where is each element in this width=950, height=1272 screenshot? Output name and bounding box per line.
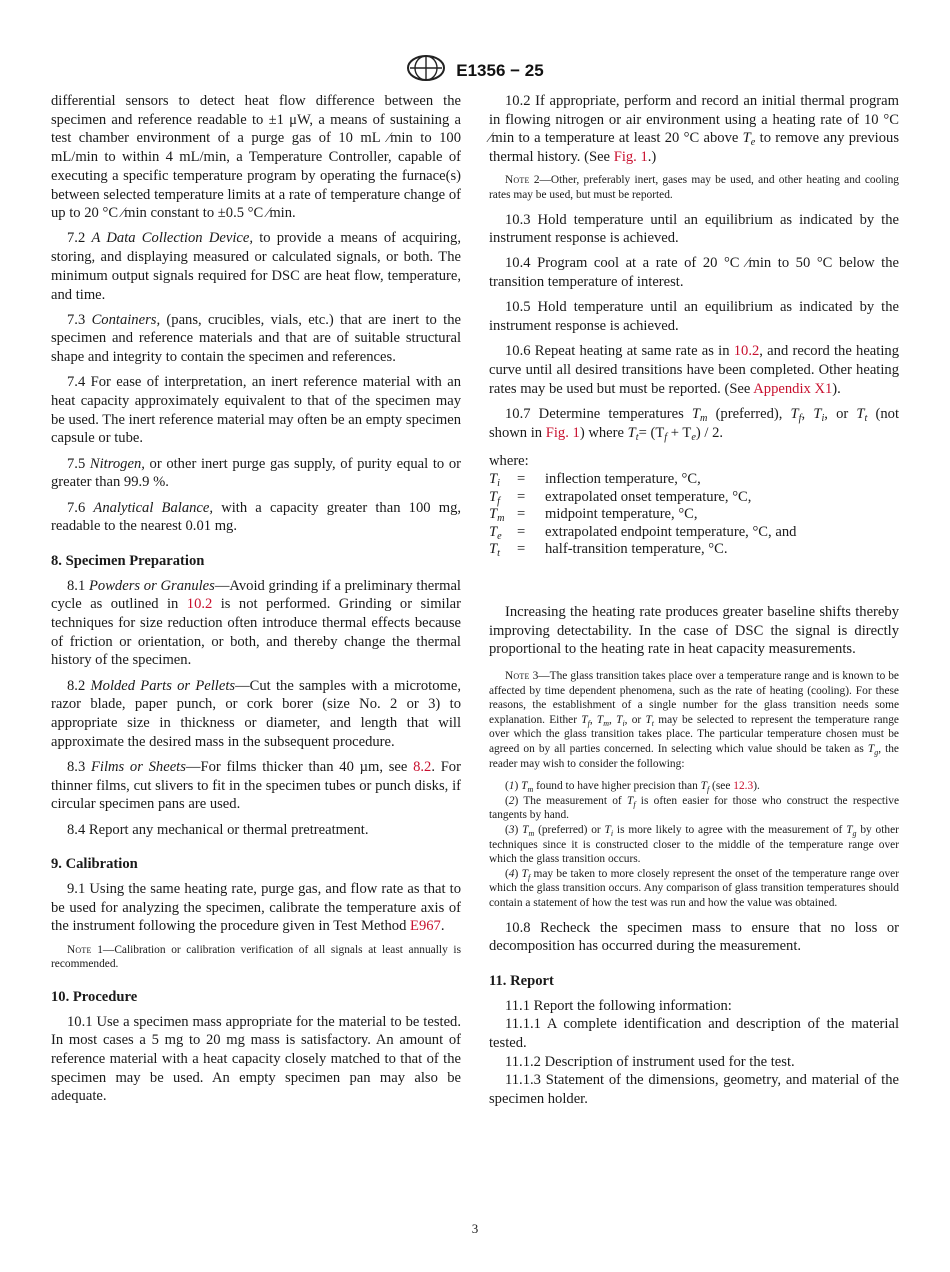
astm-logo-icon (406, 54, 446, 87)
definition-row: $T_f$ = extrapolated onset temperature, °C, (489, 488, 752, 507)
paragraph-10-2: 10.2 If appropriate, perform and record an initial thermal program in flowing nitrogen or air environment using a heating rate of 10 °C ⁄min to a temperature at least 20 °C above $T_e$ to remove any previous thermal history. (See Fig. 1.) (489, 93, 900, 166)
note-3-item-2: (2) The measurement of $T_f$ is often easier for those who construct the respective tangents by hand. (489, 794, 900, 822)
paragraph-10-6: 10.6 Repeat heating at same rate as in 10.2, and record the heating curve until all desired transitions have been completed. Other heating rates may be used but must be reported. (See Appendix X1). (489, 343, 899, 397)
section-9-heading: 9. Calibration (51, 856, 138, 873)
paragraph-heating-rate: Increasing the heating rate produces greater baseline shifts thereby improving detectability. In the case of DSC the signal is directly proportional to the heating rate in heat capacity measurements. (489, 603, 899, 658)
page-number: 3 (471, 1221, 479, 1236)
paragraph-11-1-3: 11.1.3 Statement of the dimensions, geometry, and material of the specimen holder. (489, 1072, 899, 1108)
paragraph-10-3: 10.3 Hold temperature until an equilibrium as indicated by the instrument response is achieved. (489, 211, 899, 247)
where-label: where: (489, 453, 529, 470)
section-11-heading: 11. Report (489, 972, 554, 989)
definition-row: $T_t$ = half-transition temperature, °C. (489, 541, 728, 560)
paragraph-7-2: 7.2 A Data Collection Device, to provide a means of acquiring, storing, and displaying measured or calculated signals, or both. The minimum output signals required for DSC are heat flow, temperature, and time. (51, 230, 461, 303)
note-3-item-3: (3) $T_m$ (preferred) or $T_i$ is more likely to agree with the measurement of $T_g$ by other techniques since it is constructed closer to the middle of the temperature range over which the glass transition occurs. (489, 823, 899, 866)
document-designation: E1356 − 25 (456, 60, 544, 80)
page-header (0, 54, 950, 87)
paragraph-10-5: 10.5 Hold temperature until an equilibrium as indicated by the instrument response is achieved. (489, 299, 899, 335)
link-fig-1[interactable]: Fig. 1 (545, 424, 580, 441)
note-3: Note 3—The glass transition takes place over a temperature range and is known to be affected by time dependent phenomena, such as the rate of heating (cooling). For these reasons, the establishment of a single number for the glass transition needs some explanation. Either $T_f$, $T_m$, $T_i$, or $T_t$ may be selected to represent the temperature range over which the glass transition takes place. The particular temperature chosen must be agreed on by all parties concerned. In selecting which value should be taken as $T_g$, the reader may wish to consider the following: (489, 670, 899, 770)
link-12-3[interactable]: 12.3 (733, 780, 754, 793)
link-8-2[interactable]: 8.2 (413, 759, 432, 775)
paragraph-11-1-2: 11.1.2 Description of instrument used for the test. (505, 1053, 795, 1070)
paragraph-9-1: 9.1 Using the same heating rate, purge gas, and flow rate as that to be used for analyzing the specimen, calibrate the temperature axis of the instrument following the procedure given in Test Method E967. (51, 881, 461, 935)
paragraph-11-1: 11.1 Report the following information: (505, 997, 732, 1014)
paragraph-7-3: 7.3 Containers, (pans, crucibles, vials, etc.) that are inert to the specimen and reference materials and that are of suitable structural shape and integrity to contain the specimen and references. (51, 311, 461, 366)
paragraph-11-1-1: 11.1.1 A complete identification and description of the material tested. (489, 1016, 899, 1052)
paragraph-7-4: 7.4 For ease of interpretation, an inert reference material with an heat capacity approximately equivalent to that of the specimen may be used. The inert reference material may often be an empty specimen capsule or tube. (51, 374, 461, 447)
link-e967[interactable]: E967 (410, 918, 441, 935)
definition-row: $T_m$ = midpoint temperature, °C, (489, 506, 698, 525)
paragraph-8-4: 8.4 Report any mechanical or thermal pretreatment. (67, 821, 369, 838)
note-1: Note 1—Calibration or calibration verification of all signals at least annually is recommended. (51, 943, 461, 971)
link-10-2[interactable]: 10.2 (186, 596, 213, 613)
note-2: Note 2—Other, preferably inert, gases may be used, and other heating and cooling rates may be used, but must be reported. (489, 174, 899, 201)
section-10-heading: 10. Procedure (51, 988, 138, 1005)
paragraph-10-8: 10.8 Recheck the specimen mass to ensure that no loss or decomposition has occurred during the measurement. (489, 919, 899, 955)
paragraph-10-1: 10.1 Use a specimen mass appropriate for the material to be tested. In most cases a 5 mg to 20 mg mass is satisfactory. An amount of reference material with a heat capacity closely matched to that of the specimen may be used. An empty specimen pan may also be adequate. (51, 1013, 461, 1105)
definition-row: $T_i$ = inflection temperature, °C, (489, 470, 701, 489)
link-appendix-x1[interactable]: Appendix X1 (753, 380, 833, 397)
paragraph-10-7: 10.7 Determine temperatures $T_m$ (preferred), $T_f$, $T_i$, or $T_t$ (not shown in Fig. 1) where $T_t= (T_f + T_e) / 2$. (489, 405, 899, 443)
symbol-definitions (489, 471, 796, 559)
paragraph-8-2: 8.2 Molded Parts or Pellets—Cut the samples with a microtome, razor blade, paper punch, or cork borer (size No. 2 or 3) to appropriate size in thickness or diameter, and length that will approximate the desired mass in the subsequent procedure. (51, 677, 462, 750)
definition-row: $T_e$ = extrapolated endpoint temperature, °C, and (489, 523, 797, 542)
paragraph-7-6: 7.6 Analytical Balance, with a capacity greater than 100 mg, readable to the nearest 0.01 mg. (51, 499, 462, 535)
paragraph-7-1-continued: differential sensors to detect heat flow difference between the specimen and reference readable to ±1 μW, a means of sustaining a test chamber environment of a purge gas of 10 mL ⁄min to 100 mL/min to within 4 mL/min, a Temperature Controller, capable of executing a specific temperature program by operating the furnace(s) between selected temperature limits at a rate of temperature change of up to 20 °C ⁄min constant to ±0.5 °C ⁄min. (51, 93, 461, 222)
right-column (489, 92, 899, 1109)
paragraph-7-5: 7.5 Nitrogen, or other inert purge gas supply, of purity equal to or greater than 99.9 %. (51, 455, 461, 491)
paragraph-8-3: 8.3 Films or Sheets—For films thicker than 40 µm, see 8.2. For thinner films, cut slivers to fit in the specimen tubes or punch disks, if circular specimen pans are used. (51, 759, 461, 813)
paragraph-8-1: 8.1 Powders or Granules—Avoid grinding if a preliminary thermal cycle as outlined in 10.2 is not performed. Grinding or similar techniques for size reduction often introduce thermal effects because of friction or orientation, or both, and thereby change the thermal history of the specimen. (51, 577, 461, 669)
link-10-2[interactable]: 10.2 (733, 343, 760, 360)
paragraph-10-4: 10.4 Program cool at a rate of 20 °C ⁄min to 50 °C below the transition temperature of interest. (489, 255, 899, 291)
section-8-heading: 8. Specimen Preparation (51, 552, 205, 569)
note-3-item-4: (4) $T_f$ may be taken to more closely represent the onset of the temperature range over which the glass transition occurs. Any comparison of glass transition temperatures should contain a statement of how the test was run and how the value was obtained. (489, 867, 899, 909)
left-column (51, 92, 461, 1113)
note-3-item-1: (1) $T_m$ found to have higher precision than $T_f$ (see 12.3). (505, 780, 760, 795)
link-fig-1[interactable]: Fig. 1 (613, 149, 648, 166)
